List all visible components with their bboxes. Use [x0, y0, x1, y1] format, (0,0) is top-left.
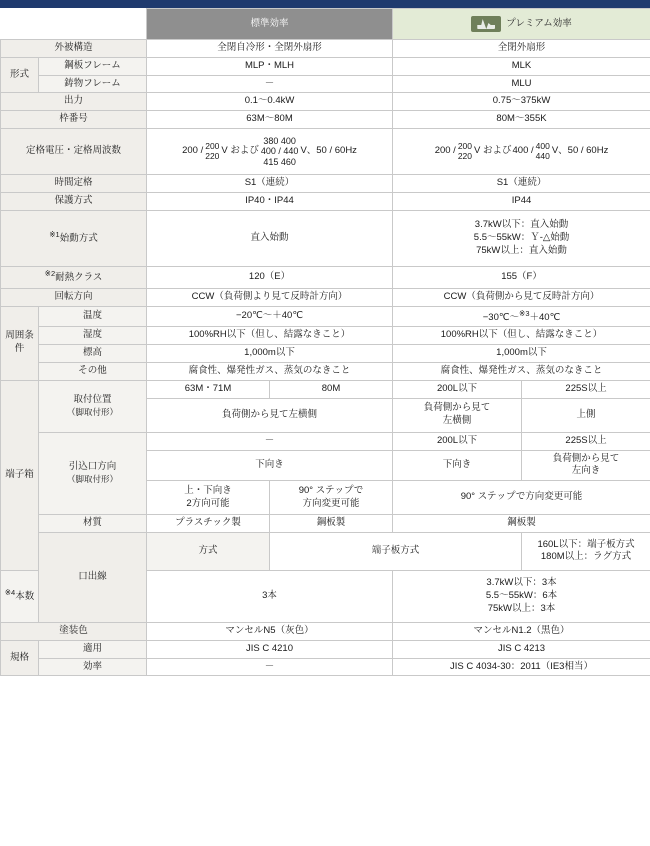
enclosure-standard: 全閉自冷形・全閉外扇形 — [147, 40, 393, 58]
table-row — [1, 175, 650, 193]
start-method-premium — [393, 210, 650, 266]
volt-std-mid: V および — [221, 145, 259, 157]
header-premium-efficiency — [393, 9, 650, 40]
heat-class-label: 耐熱クラス — [55, 272, 103, 284]
lead-direction-standard-option-1-line-1: 上・下向き — [184, 484, 232, 496]
protection-premium: IP44 — [393, 192, 650, 210]
lead-direction-standard-option-1 — [147, 481, 270, 515]
rated-voltage-premium — [393, 129, 650, 175]
lead-direction-standard-col-header: － — [147, 432, 393, 450]
volt-std-v1-bot: 220 — [205, 150, 220, 161]
volt-prem-v2-bot: 440 — [535, 150, 550, 161]
lead-direction-standard-option-1-line-2: 2方向可能 — [186, 497, 230, 509]
volt-std-v2-top: 380 400 — [263, 136, 296, 147]
table-row — [1, 532, 650, 570]
table-row — [1, 306, 650, 327]
lead-wire-count-label: 本数 — [15, 591, 35, 603]
premium-efficiency-logo-icon — [471, 16, 501, 32]
table-row — [1, 345, 650, 363]
start-method-note-marker: ※1 — [49, 230, 60, 240]
standards-efficiency-standard: － — [147, 658, 393, 676]
lead-direction-premium-value-2-line-2: 左向き — [571, 465, 601, 477]
enclosure-premium: 全閉外扇形 — [393, 40, 650, 58]
lead-direction-standard-value: 下向き — [147, 450, 393, 481]
table-row — [1, 93, 650, 111]
lead-wire-count-premium-line-1: 3.7kW以下：3本 — [486, 577, 557, 589]
row-label-terminal-box-material: 材質 — [39, 515, 147, 533]
output-premium: 0.75〜375kW — [393, 93, 650, 111]
row-label-ambient-other: その他 — [39, 363, 147, 381]
volt-prem-lead: 200 / — [434, 145, 456, 157]
volt-prem-v2-top: 400 — [535, 140, 550, 151]
mount-position-premium-value-1-line-1: 負荷側から見て — [423, 402, 491, 414]
mount-position-premium-value-2: 上側 — [522, 398, 650, 432]
start-method-premium-line-3: 75kW以上：直入始動 — [476, 244, 567, 256]
lead-wire-method-premium — [522, 532, 650, 570]
table-row — [1, 111, 650, 129]
mount-position-standard-col2-header: 80M — [270, 380, 393, 398]
paint-color-premium: マンセルN1.2（黒色） — [393, 622, 650, 640]
protection-standard: IP40・IP44 — [147, 192, 393, 210]
row-label-lead-wire-count — [1, 570, 39, 622]
start-method-standard: 直入始動 — [147, 210, 393, 266]
mount-position-standard-value: 負荷側から見て左横側 — [147, 398, 393, 432]
rated-voltage-standard — [147, 129, 393, 175]
ambient-humidity-standard: 100%RH以下（但し、結露なきこと） — [147, 327, 393, 345]
standards-efficiency-premium: JIS C 4034-30：2011（IE3相当） — [393, 658, 650, 676]
lead-direction-standard-option-2 — [270, 481, 393, 515]
row-label-enclosure: 外被構造 — [1, 40, 147, 58]
row-label-steel-frame: 鋼板フレーム — [39, 57, 147, 75]
lead-direction-premium-value-2 — [522, 450, 650, 481]
start-method-label: 始動方式 — [59, 233, 98, 245]
rotation-premium: CCW（負荷側から見て反時計方向） — [393, 288, 650, 306]
heat-class-note-marker: ※2 — [44, 269, 56, 279]
steel-frame-premium: MLK — [393, 57, 650, 75]
table-row — [1, 515, 650, 533]
volt-std-v2-bot: 415 460 — [263, 156, 296, 167]
time-rating-premium: S1（連続） — [393, 175, 650, 193]
mount-position-premium-value-1-line-2: 左横側 — [442, 415, 472, 427]
mount-position-sublabel: （脚取付形） — [66, 406, 118, 417]
ambient-temp-note-marker: ※3 — [519, 308, 530, 318]
row-label-time-rating: 時間定格 — [1, 175, 147, 193]
volt-prem-pre2: 400 / — [512, 145, 534, 157]
row-label-terminal-box: 端子箱 — [1, 380, 39, 570]
lead-wire-count-standard: 3本 — [147, 570, 393, 622]
standards-applied-standard: JIS C 4210 — [147, 640, 393, 658]
table-row — [1, 129, 650, 175]
frame-number-standard: 63M〜80M — [147, 111, 393, 129]
row-label-rotation: 回転方向 — [1, 288, 147, 306]
volt-std-v2-mid: 400 / 440 — [260, 146, 299, 157]
lead-direction-standard-option-2-line-2: 方向変更可能 — [302, 497, 360, 509]
row-label-type: 形式 — [1, 57, 39, 93]
terminal-box-material-standard-1: プラスチック製 — [147, 515, 270, 533]
row-label-heat-class — [1, 266, 147, 288]
lead-direction-premium-col2-header: 225S以上 — [522, 432, 650, 450]
row-label-ambient-conditions: 周囲条件 — [1, 306, 39, 380]
header-standard-efficiency: 標準効率 — [147, 9, 393, 40]
cast-frame-standard: － — [147, 75, 393, 93]
lead-wire-method-premium-line-1: 160L以下：端子板方式 — [537, 538, 635, 550]
row-label-protection: 保護方式 — [1, 192, 147, 210]
heat-class-premium: 155（F） — [393, 266, 650, 288]
row-label-ambient-temp: 温度 — [39, 306, 147, 327]
top-accent-bar — [0, 0, 650, 8]
mount-position-premium-value-1 — [393, 398, 522, 432]
row-label-lead-wire-method: 方式 — [147, 532, 270, 570]
table-row — [1, 658, 650, 676]
table-row — [1, 432, 650, 450]
row-label-standards: 規格 — [1, 640, 39, 676]
table-row — [1, 380, 650, 398]
ambient-other-standard: 腐食性、爆発性ガス、蒸気のなきこと — [147, 363, 393, 381]
volt-std-lead: 200 / — [182, 145, 204, 157]
ambient-temp-standard: −20℃〜＋40℃ — [147, 306, 393, 327]
lead-direction-standard-option-2-line-1: 90° ステップで — [298, 484, 364, 496]
row-label-output: 出力 — [1, 93, 147, 111]
table-row — [1, 622, 650, 640]
row-label-ambient-altitude: 標高 — [39, 345, 147, 363]
mount-position-standard-col1-header: 63M・71M — [147, 380, 270, 398]
terminal-box-material-standard-2: 鋼板製 — [270, 515, 393, 533]
specification-table — [0, 8, 650, 676]
row-label-lead-wire: 口出線 — [39, 532, 147, 622]
lead-direction-label: 引込口方向 — [68, 461, 117, 473]
ambient-other-premium: 腐食性、爆発性ガス、蒸気のなきこと — [393, 363, 650, 381]
heat-class-standard: 120（E） — [147, 266, 393, 288]
header-blank-cell — [1, 9, 147, 40]
ambient-temp-premium-post: ＋40℃ — [529, 311, 561, 323]
row-label-paint-color: 塗装色 — [1, 622, 147, 640]
table-row — [1, 363, 650, 381]
start-method-premium-line-2: 5.5〜55kW：Ｙ-△始動 — [473, 231, 570, 243]
table-row — [1, 288, 650, 306]
lead-wire-count-note-marker: ※4 — [4, 588, 16, 598]
lead-wire-count-premium — [393, 570, 650, 622]
volt-prem-v1-top: 200 — [457, 140, 473, 151]
lead-direction-premium-value-2-line-1: 負荷側から見て — [552, 452, 620, 464]
mount-position-premium-col2-header: 225S以上 — [522, 380, 650, 398]
ambient-altitude-standard: 1,000m以下 — [147, 345, 393, 363]
row-label-lead-direction — [39, 432, 147, 514]
lead-wire-count-premium-line-2: 5.5〜55kW：6本 — [485, 590, 558, 602]
table-row — [1, 75, 650, 93]
row-label-ambient-humidity: 湿度 — [39, 327, 147, 345]
lead-direction-premium-value-1: 下向き — [393, 450, 522, 481]
volt-prem-mid: V および — [474, 145, 512, 157]
row-label-start-method — [1, 210, 147, 266]
lead-direction-sublabel: （脚取付形） — [66, 474, 118, 485]
lead-direction-premium-col1-header: 200L以下 — [393, 432, 522, 450]
table-row — [1, 210, 650, 266]
row-label-rated-voltage-frequency: 定格電圧・定格周波数 — [1, 129, 147, 175]
ambient-humidity-premium: 100%RH以下（但し、結露なきこと） — [393, 327, 650, 345]
table-row — [1, 327, 650, 345]
output-standard: 0.1〜0.4kW — [147, 93, 393, 111]
standards-applied-premium: JIS C 4213 — [393, 640, 650, 658]
steel-frame-standard: MLP・MLH — [147, 57, 393, 75]
table-row — [1, 40, 650, 58]
mount-position-premium-col1-header: 200L以下 — [393, 380, 522, 398]
table-row — [1, 640, 650, 658]
table-row — [1, 57, 650, 75]
lead-wire-method-premium-line-2: 180M以上：ラグ方式 — [540, 551, 632, 563]
rotation-standard: CCW（負荷側より見て反時計方向） — [147, 288, 393, 306]
paint-color-standard: マンセルN5（灰色） — [147, 622, 393, 640]
ambient-temp-premium-pre: −30℃〜 — [482, 311, 520, 323]
row-label-standards-applied: 適用 — [39, 640, 147, 658]
ambient-altitude-premium: 1,000m以下 — [393, 345, 650, 363]
row-label-standards-efficiency: 効率 — [39, 658, 147, 676]
row-label-frame-number: 枠番号 — [1, 111, 147, 129]
table-header-row — [1, 9, 650, 40]
volt-std-tail: V、50 / 60Hz — [300, 145, 357, 157]
row-label-cast-frame: 鋳物フレーム — [39, 75, 147, 93]
start-method-premium-line-1: 3.7kW以下：直入始動 — [474, 218, 569, 230]
lead-direction-premium-option: 90° ステップで方向変更可能 — [393, 481, 650, 515]
table-row — [1, 192, 650, 210]
volt-prem-v1-bot: 220 — [457, 150, 473, 161]
lead-wire-method-standard: 端子板方式 — [270, 532, 522, 570]
terminal-box-material-premium: 鋼板製 — [393, 515, 650, 533]
header-premium-label: プレミアム効率 — [506, 17, 572, 29]
row-label-mount-position — [39, 380, 147, 432]
volt-std-v1-top: 200 — [205, 140, 220, 151]
frame-number-premium: 80M〜355K — [393, 111, 650, 129]
ambient-temp-premium — [393, 306, 650, 327]
lead-wire-count-premium-line-3: 75kW以上：3本 — [487, 602, 556, 614]
volt-prem-tail: V、50 / 60Hz — [551, 145, 609, 157]
cast-frame-premium: MLU — [393, 75, 650, 93]
time-rating-standard: S1（連続） — [147, 175, 393, 193]
table-row — [1, 266, 650, 288]
mount-position-label: 取付位置 — [73, 394, 112, 406]
